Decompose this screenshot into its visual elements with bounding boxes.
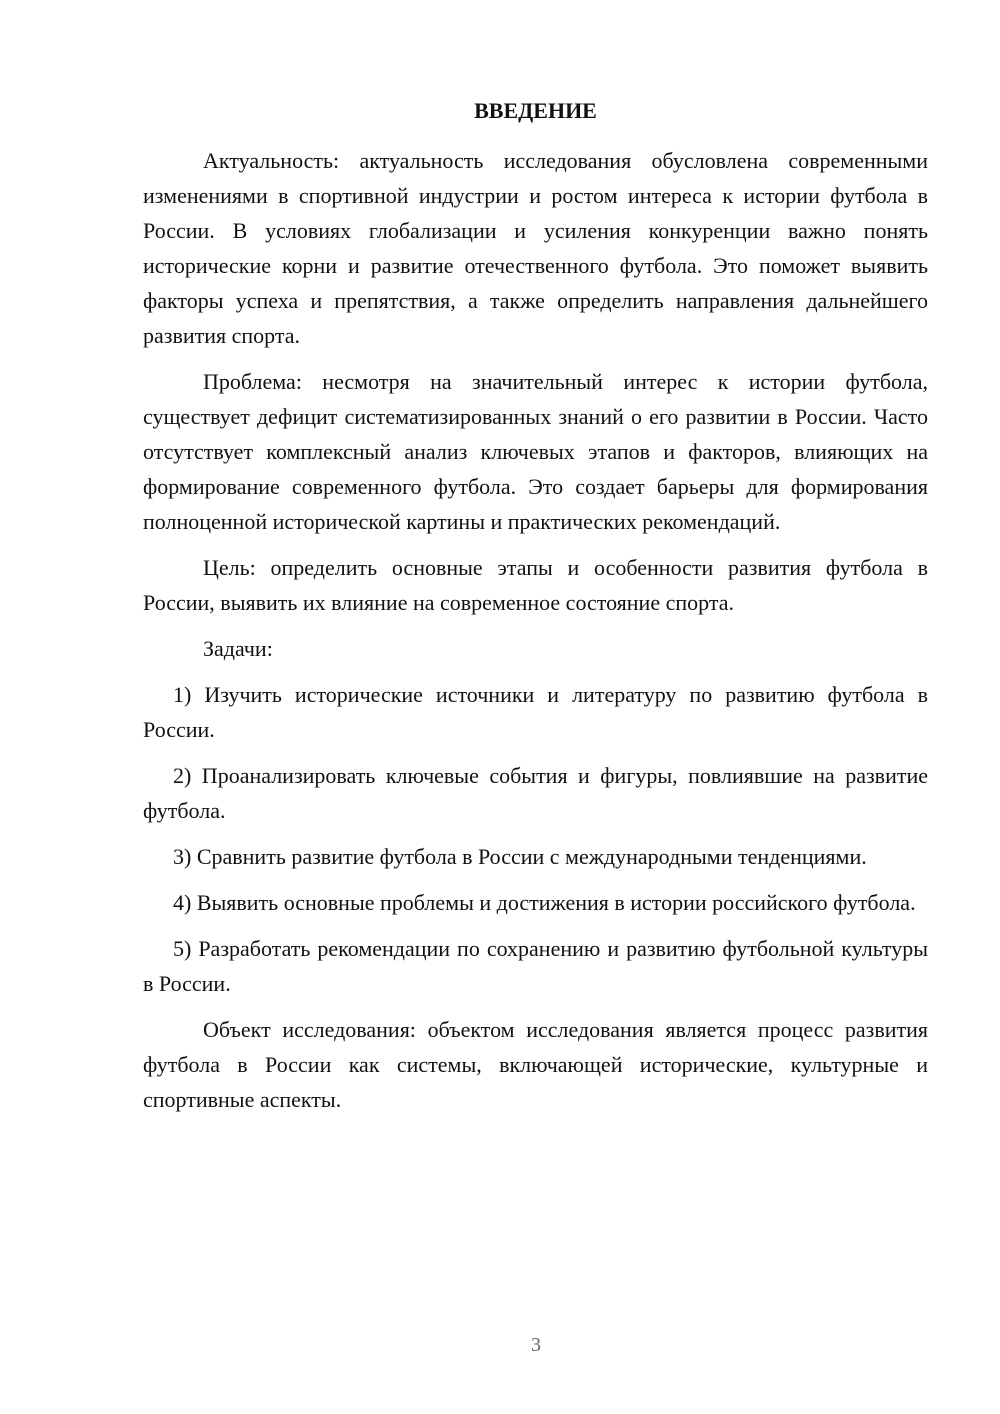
page-number: 3 (531, 1334, 541, 1356)
list-item: 3) Сравнить развитие футбола в России с международными тенденциями. (173, 844, 867, 869)
paragraph-problem: Проблема: несмотря на значительный интерес к истории футбола, существует дефицит систематизированных знаний о его развитии в России. Часто отсутствует комплексный анализ ключевых этапов и факторов, влияющих на формирование современного футбола. Это создает барьеры для формирования полноценной исторической картины и практических рекомендаций. (143, 369, 928, 534)
document-body (143, 143, 928, 1128)
paragraph-tasks-heading: Задачи: (203, 636, 273, 661)
list-item: 2) Проанализировать ключевые события и фигуры, повлиявшие на развитие футбола. (143, 763, 928, 823)
page-title: ВВЕДЕНИЕ (474, 98, 597, 123)
paragraph-goal: Цель: определить основные этапы и особенности развития футбола в России, выявить их влияние на современное состояние спорта. (143, 555, 928, 615)
paragraph-object: Объект исследования: объектом исследования является процесс развития футбола в России как системы, включающей исторические, культурные и спортивные аспекты. (143, 1017, 928, 1112)
paragraph-relevance: Актуальность: актуальность исследования обусловлена современными изменениями в спортивной индустрии и ростом интереса к истории футбола в России. В условиях глобализации и усиления конкуренции важно понять исторические корни и развитие отечественного футбола. Это поможет выявить факторы успеха и препятствия, а также определить направления дальнейшего развития спорта. (143, 148, 928, 348)
list-item: 5) Разработать рекомендации по сохранению и развитию футбольной культуры в России. (143, 936, 928, 996)
list-item: 1) Изучить исторические источники и литературу по развитию футбола в России. (143, 682, 928, 742)
list-item: 4) Выявить основные проблемы и достижения в истории российского футбола. (173, 890, 916, 915)
